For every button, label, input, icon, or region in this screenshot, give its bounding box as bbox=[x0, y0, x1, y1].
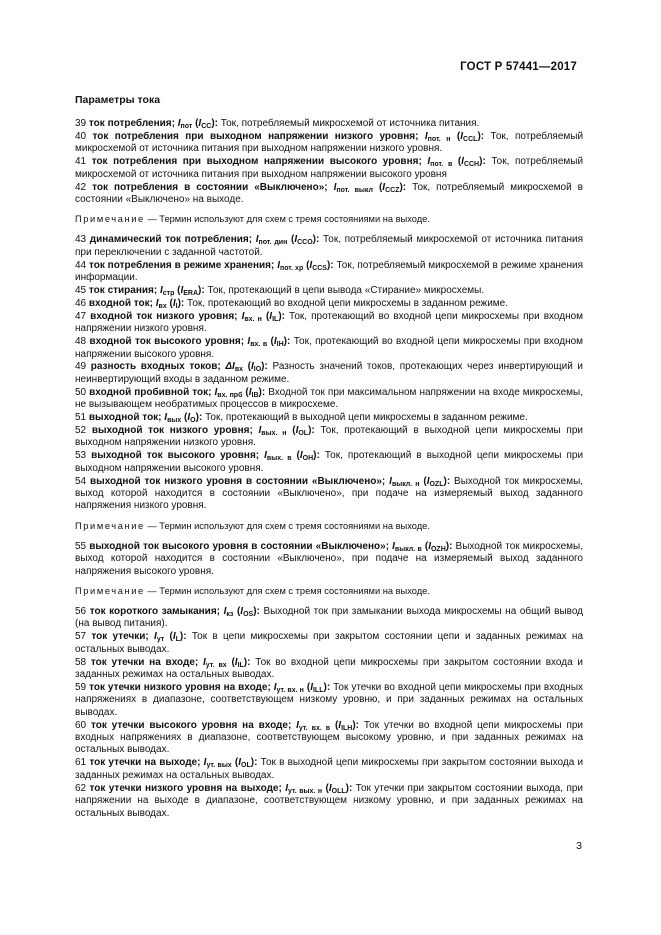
term-entry: 41 ток потребления при выходном напряжении высокого уровня; $I_{пот. в}$ $(I_{CCH})$: Ток, потребляемый микросхемой от источника питания при выходном напряжении высокого уровня bbox=[75, 156, 584, 180]
term-alt-symbol bbox=[309, 260, 327, 271]
term-number: 48 bbox=[75, 336, 87, 348]
term-number: 54 bbox=[75, 475, 87, 487]
term-number: 49 bbox=[75, 361, 87, 373]
term-definition: Ток, протекающий во входной цепи микросхемы в заданном режиме. bbox=[187, 297, 509, 309]
term-number: 47 bbox=[75, 310, 87, 322]
term-definition: Ток в цепи микросхемы при закрытом состоянии цепи и заданных режимах на остальных выводах. bbox=[75, 631, 584, 655]
terms-list bbox=[75, 118, 583, 820]
term-alt-symbol-subscript: IL bbox=[237, 661, 244, 669]
term-symbol-subscript: кз bbox=[226, 611, 234, 618]
term-alt-symbol bbox=[460, 131, 477, 142]
term-symbol bbox=[425, 131, 451, 142]
term-alt-symbol-subscript: IH bbox=[276, 341, 284, 349]
term-name: ток утечки низкого уровня на выходе; bbox=[89, 782, 282, 794]
term-alt-symbol-subscript: OL bbox=[241, 762, 251, 770]
term-name: ток утечки на входе; bbox=[90, 656, 199, 668]
term-alt-symbol-subscript: OZH bbox=[430, 545, 446, 553]
term-name: ток утечки высокого уровня на входе; bbox=[90, 719, 292, 731]
term-name: ток потребления при выходном напряжении высокого уровня; bbox=[91, 156, 422, 168]
term-symbol bbox=[247, 336, 267, 347]
term-symbol-letter: I bbox=[296, 719, 299, 731]
term-alt-symbol-subscript: OL bbox=[298, 429, 309, 437]
term-number: 51 bbox=[75, 412, 87, 424]
term-symbol-letter: ΔI bbox=[225, 361, 235, 373]
term-alt-symbol-subscript: ILL bbox=[312, 686, 324, 694]
term-entry: 40 ток потребления при выходном напряжении низкого уровня; $I_{пот. н}$ $(I_{CCL})$: Ток, потребляемый микросхемой от источника питания при выходном напряжении низкого уровня. bbox=[75, 130, 584, 155]
term-name: выходной ток высокого уровня в состоянии «Выключено»; bbox=[89, 540, 390, 552]
term-alt-symbol bbox=[269, 311, 278, 322]
term-alt-symbol bbox=[428, 541, 446, 552]
term-name: разность входных токов; bbox=[90, 361, 221, 373]
term-entry: 62 ток утечки низкого уровня на выходе; $I_{ут. вых. н}$ $(I_{OLL})$: Ток утечки при закрытом состоянии выхода, при напряжении на выходе в диапазоне, соответствующем низкому уровню, и при заданных режимах на остальных выводах. bbox=[75, 782, 584, 819]
term-number: 52 bbox=[75, 424, 87, 436]
term-entry: 39 ток потребления; $I_{пот}$ $(I_{CC})$: Ток, потребляемый микросхемой от источника питания. bbox=[75, 118, 480, 130]
term-alt-symbol-subscript: O bbox=[190, 417, 196, 425]
term-definition: Ток утечки во входной цепи микросхемы при входных напряжениях в диапазоне, соответствующем высокому уровню, и при заданных режимах на остальных выводах. bbox=[75, 719, 584, 756]
term-symbol bbox=[264, 450, 291, 461]
note-label: Примечание bbox=[75, 520, 145, 531]
term-entry: 46 входной ток; $I_{вх}$ $(I_I)$: Ток, протекающий во входной цепи микросхемы в заданном режиме. bbox=[75, 297, 509, 310]
term-symbol-letter: I bbox=[285, 782, 288, 794]
term-alt-symbol-subscript: OZL bbox=[429, 480, 444, 488]
term-symbol-letter: I bbox=[277, 259, 280, 271]
term-symbol-subscript: вых. н bbox=[261, 429, 287, 437]
term-entry: 44 ток потребления в режиме хранения; $I_{пот. хр}$ $(I_{CCS})$: Ток, потребляемый микросхемой в режиме хранения информации. bbox=[75, 259, 584, 284]
note-text: — Термин используют для схем с тремя состояниями на выходе. bbox=[147, 520, 430, 531]
term-alt-symbol-letter: I bbox=[273, 336, 277, 348]
term-entry: 42 ток потребления в состоянии «Выключено»; $I_{пот. выкл}$ $(I_{CCZ})$: Ток, потребляемый микросхемой в состоянии «Выключено» на выходе. bbox=[75, 181, 583, 205]
term-number: 46 bbox=[75, 297, 87, 309]
term-entry: 54 выходной ток низкого уровня в состоянии «Выключено»; $I_{выкл. н}$ $(I_{OZL})$: Выходной ток микросхемы, выход которой находится в состоянии «Выключено», при подаче на измеряемый выход заданного напряжения низкого уровня. bbox=[75, 475, 584, 512]
term-alt-symbol bbox=[251, 361, 261, 372]
term-name: ток потребления; bbox=[88, 118, 175, 129]
term-alt-symbol bbox=[274, 336, 284, 347]
term-entry: 50 входной пробивной ток; $I_{вх. прб}$ $(I_{IB})$: Входной ток при максимальном напряжении на входе микросхемы, не вызывающем необратимых процессов в микросхеме. bbox=[75, 386, 584, 411]
term-alt-symbol-letter: I bbox=[294, 234, 298, 246]
term-entry: 49 разность входных токов; $\Delta I_{вх}$ $(I_{IO})$: Разность значений токов, протекающих через инвертирующий и неинвертирующий входы в заданном режиме. bbox=[75, 361, 584, 385]
note bbox=[75, 586, 583, 597]
term-symbol bbox=[389, 476, 419, 487]
term-name: ток утечки на выходе; bbox=[89, 757, 201, 769]
term-definition: Ток, потребляемый микросхемой в состоянии «Выключено» на выходе. bbox=[75, 181, 583, 205]
term-number: 59 bbox=[75, 681, 87, 693]
term-symbol-letter: I bbox=[164, 412, 168, 424]
term-name: входной ток; bbox=[88, 297, 153, 309]
term-number: 50 bbox=[75, 386, 87, 398]
term-number: 55 bbox=[75, 540, 87, 552]
term-alt-symbol-subscript: OH bbox=[302, 455, 314, 463]
term-alt-symbol-letter: I bbox=[338, 719, 342, 731]
term-alt-symbol-letter: I bbox=[180, 284, 184, 296]
term-name: входной ток низкого уровня; bbox=[90, 310, 238, 322]
term-symbol-letter: I bbox=[258, 424, 262, 436]
term-symbol-subscript: вх. н bbox=[244, 315, 262, 323]
term-symbol-subscript: вх bbox=[158, 302, 167, 310]
term-symbol bbox=[242, 311, 262, 322]
term-definition: Входной ток при максимальном напряжении на входе микросхемы, не вызывающем необратимых процессов в микросхеме. bbox=[75, 386, 584, 411]
document-id: ГОСТ Р 57441—2017 bbox=[460, 61, 577, 73]
term-number: 39 bbox=[75, 118, 87, 129]
term-entry: 56 ток короткого замыкания; $I_{кз}$ $(I_{OS})$: Выходной ток при замыкании выхода микросхемы на общий вывод (на вывод питания). bbox=[75, 606, 584, 630]
term-name: входной пробивной ток; bbox=[89, 386, 212, 398]
term-symbol-letter: I bbox=[255, 234, 259, 246]
term-alt-symbol bbox=[173, 298, 178, 309]
term-number: 40 bbox=[75, 130, 87, 142]
term-alt-symbol-letter: I bbox=[234, 656, 238, 668]
term-alt-symbol bbox=[198, 118, 211, 129]
term-symbol-subscript: ут. вых bbox=[206, 762, 232, 770]
term-symbol bbox=[334, 182, 373, 193]
term-symbol-letter: I bbox=[264, 450, 267, 462]
term-symbol-subscript: ут. вх. в bbox=[298, 724, 331, 732]
term-symbol-letter: I bbox=[424, 130, 428, 142]
term-number: 62 bbox=[75, 782, 87, 794]
term-definition: Разность значений токов, протекающих через инвертирующий и неинвертирующий входы в заданном режиме. bbox=[75, 361, 584, 385]
note-text: — Термин используют для схем с тремя состояниями на выходе. bbox=[147, 586, 430, 596]
term-name: выходной ток низкого уровня; bbox=[91, 424, 253, 436]
term-entry: 58 ток утечки на входе; $I_{ут. вх}$ $(I_{IL})$: Ток во входной цепи микросхемы при закрытом состоянии входа и заданных режимах на остальных выводах. bbox=[75, 656, 584, 681]
term-number: 53 bbox=[75, 450, 87, 462]
term-name: ток утечки низкого уровня на входе; bbox=[89, 681, 271, 693]
term-alt-symbol bbox=[180, 285, 198, 296]
term-alt-symbol bbox=[338, 720, 352, 731]
term-alt-symbol bbox=[382, 182, 399, 193]
note-label: Примечание bbox=[75, 586, 145, 596]
term-number: 45 bbox=[75, 284, 87, 296]
term-symbol bbox=[285, 783, 322, 794]
term-definition: Ток в выходной цепи микросхемы при закрытом состоянии выхода и заданных режимах на остальных выводах. bbox=[75, 757, 584, 781]
term-symbol bbox=[156, 298, 167, 309]
term-symbol-letter: I bbox=[159, 284, 163, 296]
term-alt-symbol-letter: I bbox=[251, 361, 254, 373]
term-alt-symbol-letter: I bbox=[382, 181, 386, 193]
note-text: — Термин используют для схем с тремя состояниями на выходе. bbox=[147, 214, 430, 225]
term-name: ток короткого замыкания; bbox=[89, 606, 220, 617]
term-entry: 48 входной ток высокого уровня; $I_{вх. в}$ $(I_{IH})$: Ток, протекающий во входной цепи микросхемы при входном напряжении высокого уровня. bbox=[75, 336, 584, 360]
term-alt-symbol-letter: I bbox=[299, 450, 303, 462]
term-symbol bbox=[214, 387, 242, 398]
term-name: выходной ток высокого уровня; bbox=[91, 450, 260, 462]
term-symbol-letter: I bbox=[223, 606, 227, 617]
term-definition: Ток во входной цепи микросхемы при закрытом состоянии входа и заданных режимах на остальных выводах. bbox=[75, 656, 584, 681]
term-symbol-subscript: пот bbox=[180, 123, 193, 130]
term-name: ток утечки; bbox=[91, 631, 149, 643]
term-name: ток стирания; bbox=[88, 284, 158, 296]
term-symbol-subscript: вх. в bbox=[250, 341, 268, 349]
term-symbol-subscript: пот. хр bbox=[279, 264, 304, 272]
term-name: выходной ток; bbox=[88, 412, 162, 424]
term-symbol bbox=[427, 156, 452, 167]
term-alt-symbol-letter: I bbox=[172, 631, 176, 643]
term-symbol bbox=[160, 285, 174, 296]
term-entry: 43 динамический ток потребления; $I_{пот. дин}$ $(I_{CCO})$: Ток, потребляемый микросхемой от источника питания при переключении с заданной частотой. bbox=[75, 234, 584, 258]
term-alt-symbol-subscript: ERA bbox=[183, 289, 199, 297]
term-alt-symbol-letter: I bbox=[461, 156, 464, 168]
term-name: ток потребления в режиме хранения; bbox=[88, 259, 275, 271]
term-alt-symbol-subscript: IL bbox=[272, 315, 279, 323]
term-entry: 52 выходной ток низкого уровня; $I_{вых. н}$ $(I_{OL})$: Ток, протекающий в выходной цепи микросхемы при выходном напряжении низкого уровня. bbox=[75, 424, 583, 449]
term-alt-symbol-subscript: CCS bbox=[312, 264, 327, 272]
term-alt-symbol-subscript: I bbox=[175, 302, 178, 310]
term-entry: 55 выходной ток высокого уровня в состоянии «Выключено»; $I_{выкл. в}$ $(I_{OZH})$: Выходной ток микросхемы, выход которой находится в состоянии «Выключено», при подаче на измеряемый выход заданного напряжения высокого уровня. bbox=[75, 540, 583, 577]
term-entry: 57 ток утечки; $I_{ут}$ $(I_L)$: Ток в цепи микросхемы при закрытом состоянии цепи и заданных режимах на остальных выводах. bbox=[75, 631, 584, 655]
term-number: 60 bbox=[75, 719, 87, 731]
term-definition: Ток, потребляемый микросхемой от источника питания при выходном напряжении низкого уровня. bbox=[75, 130, 584, 155]
term-alt-symbol-subscript: OLL bbox=[331, 787, 346, 795]
term-symbol-letter: I bbox=[155, 297, 159, 309]
term-alt-symbol-subscript: OS bbox=[243, 611, 254, 618]
term-symbol bbox=[164, 412, 181, 423]
term-alt-symbol bbox=[240, 606, 253, 617]
term-alt-symbol-letter: I bbox=[426, 475, 430, 487]
term-definition: Ток, потребляемый микросхемой от источника питания. bbox=[220, 118, 480, 129]
term-number: 61 bbox=[75, 757, 87, 769]
note bbox=[75, 214, 583, 225]
term-alt-symbol-subscript: CCZ bbox=[385, 186, 400, 194]
term-name: входной ток высокого уровня; bbox=[89, 336, 245, 348]
term-symbol bbox=[204, 757, 232, 768]
term-number: 56 bbox=[75, 606, 87, 617]
term-alt-symbol-subscript: CCL bbox=[463, 135, 478, 143]
term-entry: 59 ток утечки низкого уровня на входе; $I_{ут. вх. н}$ $(I_{ILL})$: Ток утечки во входной цепи микросхемы при входных напряжениях в диапазоне, соответствующем низкому уровню, и при заданных режимах на остальных выводах. bbox=[75, 681, 584, 718]
term-alt-symbol-letter: I bbox=[460, 130, 464, 142]
term-alt-symbol-letter: I bbox=[198, 118, 202, 129]
term-alt-symbol-subscript: L bbox=[175, 636, 180, 644]
term-symbol-subscript: выкл. в bbox=[394, 545, 422, 553]
term-definition: Ток, протекающий в цепи вывода «Стирание» микросхемы. bbox=[207, 284, 485, 296]
term-symbol bbox=[154, 631, 164, 642]
term-symbol-letter: I bbox=[177, 118, 181, 129]
term-symbol-subscript: ут. вых. н bbox=[287, 787, 323, 795]
term-alt-symbol-letter: I bbox=[269, 310, 273, 322]
term-symbol-letter: I bbox=[241, 310, 245, 322]
term-symbol-letter: I bbox=[154, 631, 157, 643]
term-number: 58 bbox=[75, 656, 87, 668]
term-symbol-subscript: ут bbox=[156, 636, 165, 644]
term-symbol bbox=[256, 234, 288, 245]
term-symbol-subscript: ут. вх. н bbox=[276, 686, 304, 694]
note-label: Примечание bbox=[75, 214, 145, 225]
term-alt-symbol bbox=[310, 682, 323, 693]
term-alt-symbol-letter: I bbox=[248, 386, 252, 398]
term-alt-symbol bbox=[235, 657, 244, 668]
term-symbol-letter: I bbox=[203, 656, 206, 668]
term-symbol-subscript: выкл. н bbox=[391, 480, 420, 488]
term-symbol-subscript: пот. н bbox=[427, 135, 451, 143]
term-symbol bbox=[225, 361, 243, 372]
term-definition: Ток, потребляемый микросхемой от источника питания при переключении с заданной частотой. bbox=[75, 234, 584, 258]
term-alt-symbol-subscript: IB bbox=[251, 391, 259, 399]
term-name: динамический ток потребления; bbox=[89, 234, 253, 246]
term-symbol-subscript: вых. в bbox=[266, 455, 292, 463]
term-symbol-letter: I bbox=[392, 540, 395, 552]
term-definition: Ток, протекающий в выходной цепи микросхемы при выходном напряжении низкого уровня. bbox=[75, 424, 583, 449]
term-number: 43 bbox=[75, 234, 87, 246]
term-number: 57 bbox=[75, 631, 87, 643]
section-title: Параметры тока bbox=[75, 94, 161, 106]
term-entry: 60 ток утечки высокого уровня на входе; $I_{ут. вх. в}$ $(I_{ILH})$: Ток утечки во входной цепи микросхемы при входных напряжениях в диапазоне, соответствующем высокому уровню, и при заданных режимах на остальных выводах. bbox=[75, 719, 584, 756]
term-symbol bbox=[224, 606, 234, 617]
term-alt-symbol-letter: I bbox=[310, 681, 313, 693]
term-alt-symbol-letter: I bbox=[240, 606, 244, 617]
term-alt-symbol bbox=[187, 412, 195, 423]
page-number: 3 bbox=[576, 840, 582, 852]
term-entry: 45 ток стирания; $I_{стр}$ $(I_{ERA})$: Ток, протекающий в цепи вывода «Стирание» микросхемы. bbox=[75, 284, 485, 297]
term-definition: Ток, протекающий во входной цепи микросхемы при входном напряжении высокого уровня. bbox=[75, 336, 584, 360]
term-alt-symbol bbox=[461, 156, 479, 167]
term-definition: Ток, протекающий в выходной цепи микросхемы при выходном напряжении высокого уровня. bbox=[75, 450, 584, 474]
term-name: выходной ток низкого уровня в состоянии «Выключено»; bbox=[90, 475, 386, 487]
term-entry: 51 выходной ток; $I_{вых}$ $(I_O)$: Ток, протекающий в выходной цепи микросхемы в заданном режиме. bbox=[75, 412, 528, 425]
term-entry: 53 выходной ток высокого уровня; $I_{вых. в}$ $(I_{OH})$: Ток, протекающий в выходной цепи микросхемы при выходном напряжении высокого уровня. bbox=[75, 450, 584, 474]
term-symbol bbox=[277, 260, 303, 271]
term-entry: 47 входной ток низкого уровня; $I_{вх. н}$ $(I_{IL})$: Ток, протекающий во входной цепи микросхемы при входном напряжении низкого уровня. bbox=[75, 310, 584, 335]
term-definition: Выходной ток микросхемы, выход которой находится в состоянии «Выключено», при подаче на измеряемый выход заданного напряжения низкого уровня. bbox=[75, 475, 584, 512]
term-alt-symbol-subscript: CCO bbox=[297, 239, 313, 247]
term-alt-symbol bbox=[329, 783, 346, 794]
term-definition: Ток утечки при закрытом состоянии выхода, при напряжении на выходе в диапазоне, соответствующем низкому уровню, и при заданных режимах на остальных выводах. bbox=[75, 782, 584, 819]
term-symbol bbox=[296, 720, 330, 731]
note bbox=[75, 521, 583, 532]
term-definition: Ток, протекающий во входной цепи микросхемы при входном напряжении низкого уровня. bbox=[75, 310, 584, 335]
term-alt-symbol bbox=[294, 234, 312, 245]
term-definition: Ток, протекающий в выходной цепи микросхемы в заданном режиме. bbox=[205, 412, 528, 424]
term-symbol-subscript: пот. дин bbox=[258, 239, 288, 247]
term-alt-symbol bbox=[300, 450, 313, 461]
term-definition: Ток, потребляемый микросхемой в режиме хранения информации. bbox=[75, 259, 584, 284]
term-alt-symbol-subscript: ILH bbox=[341, 724, 353, 732]
term-entry: 61 ток утечки на выходе; $I_{ут. вых}$ $(I_{OL})$: Ток в выходной цепи микросхемы при закрытом состоянии выхода и заданных режимах на остальных выводах. bbox=[75, 757, 584, 781]
term-symbol-subscript: стр bbox=[162, 289, 175, 297]
term-alt-symbol bbox=[427, 476, 444, 487]
term-alt-symbol-letter: I bbox=[295, 424, 299, 436]
term-alt-symbol-letter: I bbox=[172, 297, 176, 309]
term-symbol-subscript: вх bbox=[234, 366, 244, 374]
term-symbol-letter: I bbox=[333, 181, 337, 193]
term-definition: Выходной ток при замыкании выхода микросхемы на общий вывод (на вывод питания). bbox=[75, 606, 584, 630]
term-number: 41 bbox=[75, 156, 87, 168]
term-symbol-letter: I bbox=[427, 156, 431, 168]
term-alt-symbol bbox=[173, 631, 180, 642]
term-alt-symbol-subscript: CCH bbox=[463, 161, 480, 169]
term-name: ток потребления в состоянии «Выключено»; bbox=[92, 181, 328, 193]
term-symbol bbox=[203, 657, 227, 668]
term-symbol bbox=[259, 425, 287, 436]
term-symbol-letter: I bbox=[214, 386, 218, 398]
term-alt-symbol-letter: I bbox=[238, 757, 242, 769]
term-symbol-subscript: вх. прб bbox=[217, 391, 243, 399]
term-alt-symbol-subscript: IO bbox=[253, 366, 262, 374]
term-number: 44 bbox=[75, 259, 87, 271]
term-alt-symbol-subscript: CC bbox=[201, 123, 212, 130]
term-symbol-letter: I bbox=[247, 336, 251, 348]
term-symbol-subscript: пот. выкл bbox=[336, 186, 373, 194]
term-alt-symbol-letter: I bbox=[428, 540, 431, 552]
term-symbol bbox=[274, 682, 304, 693]
term-definition: Ток, потребляемый микросхемой от источника питания при выходном напряжении высокого уровня bbox=[75, 156, 584, 180]
term-symbol-letter: I bbox=[389, 475, 392, 487]
term-symbol-letter: I bbox=[273, 681, 277, 693]
term-alt-symbol bbox=[296, 425, 309, 436]
term-alt-symbol-letter: I bbox=[328, 782, 332, 794]
term-alt-symbol-letter: I bbox=[187, 412, 191, 424]
term-alt-symbol bbox=[249, 387, 259, 398]
term-alt-symbol-letter: I bbox=[309, 259, 313, 271]
term-name: ток потребления при выходном напряжении низкого уровня; bbox=[92, 130, 419, 142]
term-symbol-subscript: вых bbox=[167, 417, 182, 425]
term-symbol-subscript: пот. в bbox=[430, 161, 453, 169]
term-definition: Выходной ток микросхемы, выход которой находится в состоянии «Выключено», при подаче на измеряемый выход заданного напряжения высокого уровня. bbox=[75, 540, 583, 577]
term-symbol bbox=[392, 541, 422, 552]
term-alt-symbol bbox=[238, 757, 251, 768]
term-symbol-subscript: ут. вх bbox=[205, 661, 227, 669]
term-symbol-letter: I bbox=[203, 757, 207, 769]
term-symbol bbox=[178, 118, 193, 129]
term-definition: Ток утечки во входной цепи микросхемы при входных напряжениях в диапазоне, соответствующем низкому уровню, и при заданных режимах на остальных выводах. bbox=[75, 681, 584, 718]
term-number: 42 bbox=[75, 181, 87, 193]
